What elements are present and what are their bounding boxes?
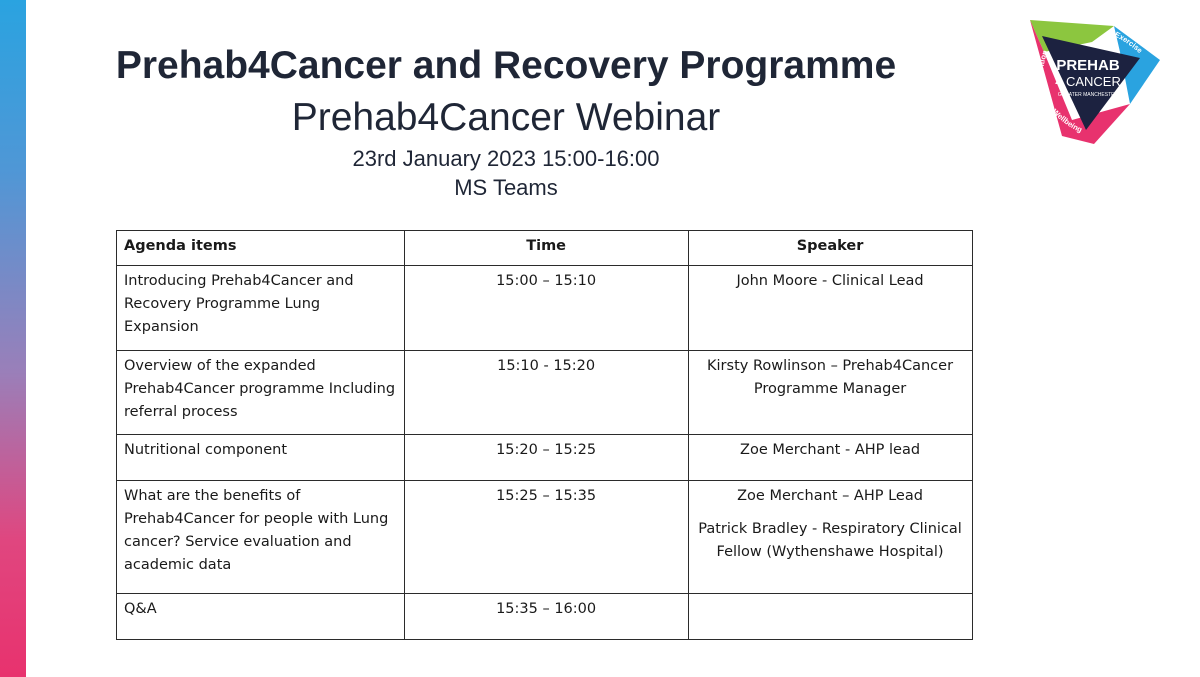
logo-text-greater-manchester: GREATER MANCHESTER — [1057, 92, 1119, 98]
speaker-name: Zoe Merchant – AHP Lead — [737, 488, 923, 504]
agenda-item-cell: Q&A — [117, 594, 405, 640]
logo-word-exercise: Exercise — [1113, 29, 1145, 55]
table-row — [117, 481, 973, 594]
logo-word-wellbeing: Wellbeing — [1050, 107, 1084, 135]
speaker-cell — [689, 481, 973, 594]
logo-word-nutrition: Nutrition — [1034, 48, 1050, 83]
time-cell: 15:00 – 15:10 — [405, 266, 689, 351]
agenda-item-cell: Introducing Prehab4Cancer and Recovery Programme Lung Expansion — [117, 266, 405, 351]
agenda-item-cell: What are the benefits of Prehab4Cancer for people with Lung cancer? Service evaluation and academic data — [117, 481, 405, 594]
speaker-name: John Moore - Clinical Lead — [736, 273, 924, 289]
agenda-table — [116, 230, 973, 640]
logo-text-prehab: PREHAB — [1056, 57, 1120, 74]
time-cell: 15:25 – 15:35 — [405, 481, 689, 594]
speaker-name: Zoe Merchant - AHP lead — [740, 442, 921, 458]
speaker-cell — [689, 435, 973, 481]
prehab4cancer-logo — [1022, 12, 1162, 148]
page-subtitle: Prehab4Cancer Webinar — [291, 96, 721, 139]
table-row — [117, 594, 973, 640]
event-date: 23rd January 2023 15:00-16:00 — [352, 146, 660, 171]
speaker-name: Patrick Bradley - Respiratory Clinical Fellow (Wythenshawe Hospital) — [698, 521, 962, 560]
time-cell: 15:10 - 15:20 — [405, 351, 689, 435]
speaker-cell — [689, 351, 973, 435]
table-row — [117, 266, 973, 351]
header-speaker: Speaker — [689, 231, 973, 266]
time-cell: 15:20 – 15:25 — [405, 435, 689, 481]
header-agenda-items: Agenda items — [117, 231, 405, 266]
logo-text-4cancer: 4 CANCER — [1055, 74, 1121, 89]
table-row — [117, 435, 973, 481]
speaker-name: Kirsty Rowlinson – Prehab4Cancer Programme Manager — [707, 358, 954, 397]
agenda-item-cell: Nutritional component — [117, 435, 405, 481]
speaker-cell — [689, 266, 973, 351]
table-row — [117, 351, 973, 435]
page-title: Prehab4Cancer and Recovery Programme — [115, 44, 897, 87]
agenda-header-row — [117, 231, 973, 266]
event-venue: MS Teams — [454, 175, 558, 200]
header-time: Time — [405, 231, 689, 266]
agenda-item-cell: Overview of the expanded Prehab4Cancer programme Including referral process — [117, 351, 405, 435]
time-cell: 15:35 – 16:00 — [405, 594, 689, 640]
speaker-cell — [689, 594, 973, 640]
